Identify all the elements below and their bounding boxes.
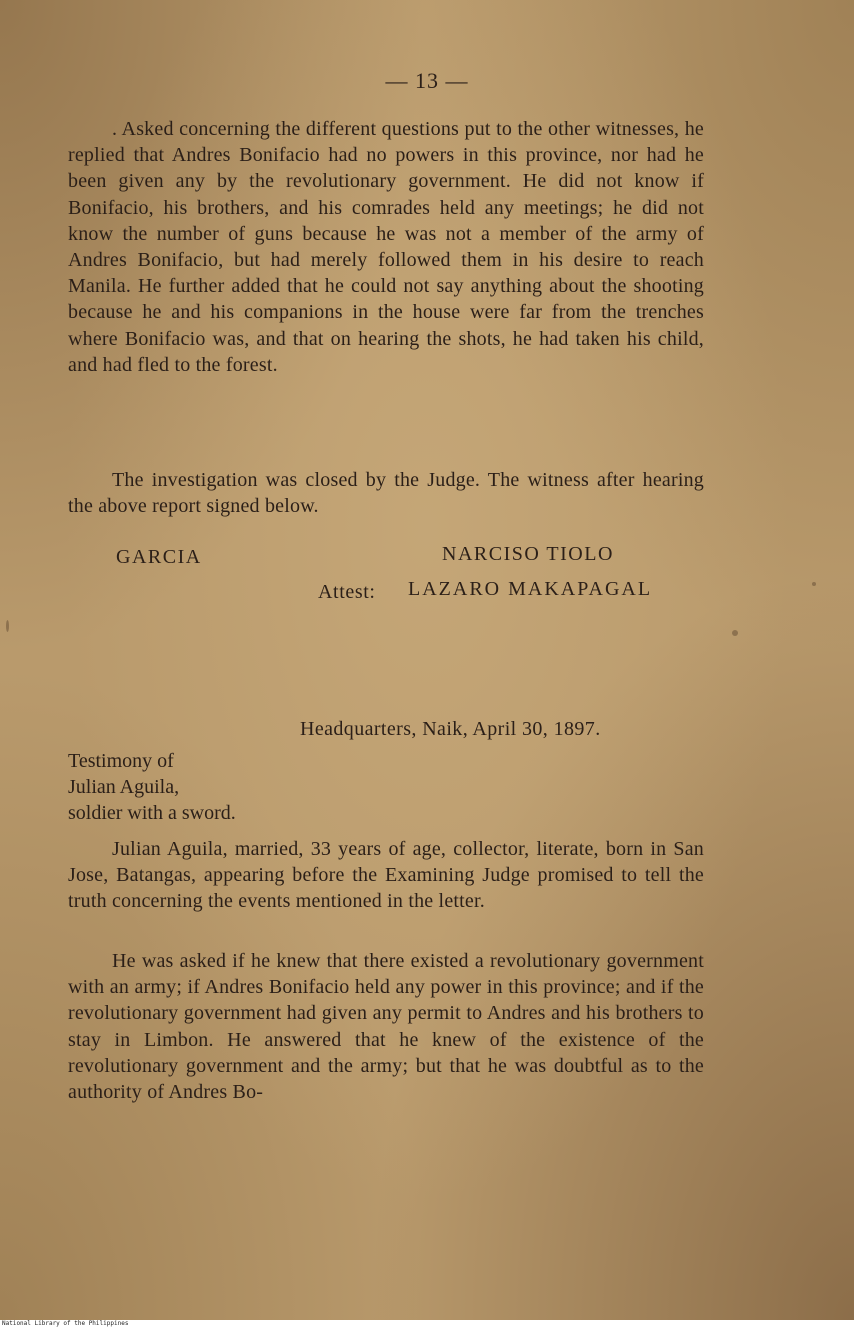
paragraph-1: . Asked concerning the different questions put to the other witnesses, he replied that Andres Bonifacio had no powers in this province, nor had he been given any by the revolutionary government. He did not know if Bonifacio, his brothers, and his comrades held any meetings; he did not know the number of guns because he was not a member of the army of Andres Bonifacio, but had merely followed them in his desire to reach Manila. He further added that he could not say anything about the shooting because he and his companions in the house were far from the trenches where Bonifacio was, and that on hearing the shots, he had taken his child, and had fled to the forest.: [68, 118, 704, 376]
ink-speck: [812, 582, 816, 586]
testimony-line-1: Testimony of: [68, 750, 174, 772]
headquarters-dateline: Headquarters, Naik, April 30, 1897.: [300, 718, 601, 740]
library-credit: National Library of the Philippines: [0, 1320, 854, 1328]
testimony-line-2: Julian Aguila,: [68, 776, 180, 798]
page-number: — 13 —: [385, 68, 469, 93]
signature-garcia: GARCIA: [116, 546, 202, 568]
testimony-heading: [68, 748, 236, 826]
ink-speck: [732, 630, 738, 636]
ink-speck: [6, 620, 9, 632]
paragraph-4: He was asked if he knew that there existed a revolutionary government with an army; if Andres Bonifacio held any power in this province; and if the revolutionary government had given any permit to Andres and his brothers to stay in Limbon. He answered that he knew of the existence of the revolutionary government and the army; but that he was doubtful as to the authority of Andres Bo-: [68, 950, 704, 1104]
signature-narciso-tiolo: NARCISO TIOLO: [442, 543, 614, 565]
paragraph-2: The investigation was closed by the Judge. The witness after hearing the above report signed below.: [68, 469, 704, 518]
paragraph-3: Julian Aguila, married, 33 years of age, collector, literate, born in San Jose, Batangas, appearing before the Examining Judge promised to tell the truth concerning the events mentioned in the letter.: [68, 838, 704, 913]
attest-label: Attest:: [318, 581, 376, 603]
signature-lazaro-makapagal: LAZARO MAKAPAGAL: [408, 578, 653, 600]
testimony-line-3: soldier with a sword.: [68, 802, 236, 824]
